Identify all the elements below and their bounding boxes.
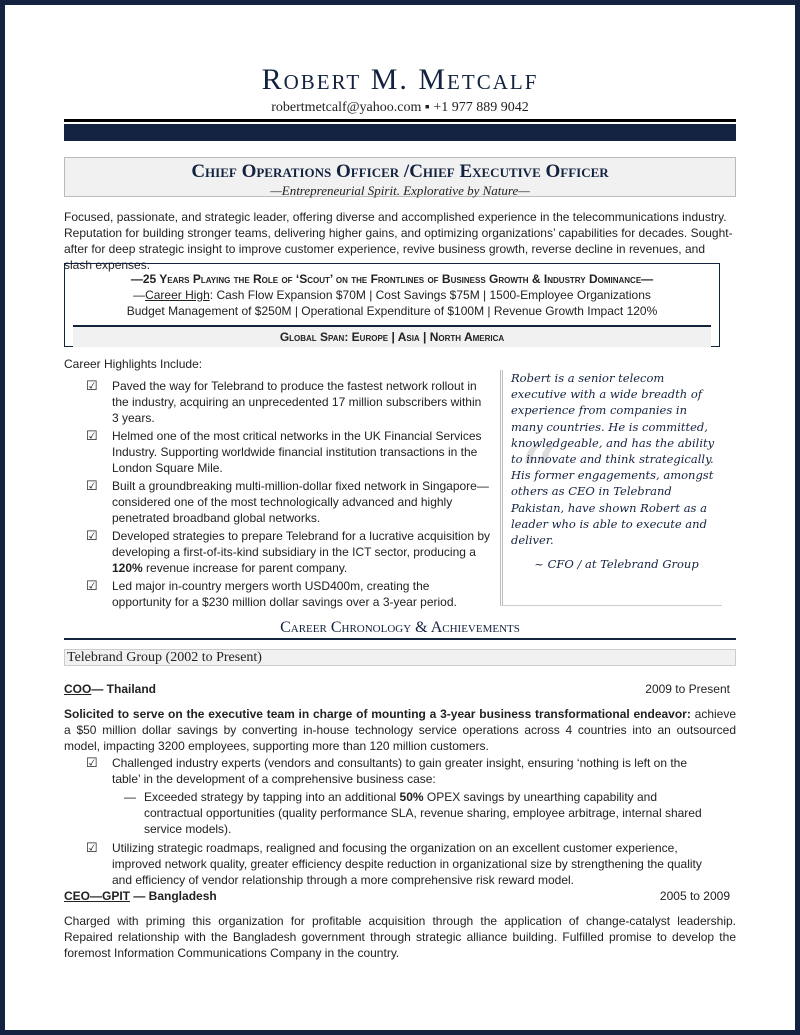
item-text: revenue increase for parent company. <box>142 561 348 575</box>
career-high-label: Career High <box>145 288 210 302</box>
checkbox-icon: ☑ <box>86 428 98 443</box>
item-text: Helmed one of the most critical networks in the UK Financial Services Industry. Supporting worldwide financial institution transactions in the London Square Mile. <box>112 429 482 475</box>
dash-icon: — <box>124 790 136 804</box>
role-dates: 2005 to 2009 <box>659 889 730 903</box>
role-location: — Bangladesh <box>130 889 217 903</box>
role-summary: Charged with priming this organization for profitable acquisition through the application of change-catalyst leadership. Repaired relationship with the Bangladesh government through strategic alliance building. Fulfilled promise to develop the foremost Information Communications Company in the country. <box>64 914 736 960</box>
keybox-line3: Budget Management of $250M | Operational Expenditure of $100M | Revenue Growth Impact 120% <box>126 304 658 318</box>
item-text: Utilizing strategic roadmaps, realigned and focusing the organization on an excellent customer experience, improved network quality, greater efficiency despite reduction in organizational size by strengthening the quality and efficiency of vendor relationship through a more comprehensive risk reward model. <box>112 841 702 887</box>
role-summary <box>64 706 736 754</box>
role-dates: 2009 to Present <box>645 682 730 696</box>
sub-bullet <box>86 789 716 837</box>
role-title-wrap <box>64 681 156 697</box>
list-item <box>86 378 490 426</box>
role-title: CEO—GPIT <box>64 889 131 903</box>
list-item <box>86 528 490 576</box>
job-title: Chief Operations Officer /Chief Executive Officer <box>191 161 609 182</box>
contact-line <box>0 100 800 116</box>
item-text: Exceeded strategy by tapping into an additional <box>144 790 400 804</box>
checkbox-icon: ☑ <box>86 478 98 493</box>
role-title: COO <box>64 682 92 696</box>
list-item <box>86 840 716 888</box>
item-text: OPEX savings by unearthing capability and contractual opportunities (quality performance SLA, revenue sharing, employee arbitrage, internal shared service models). <box>144 790 702 836</box>
quote-text: Robert is a senior telecom executive with a wide breadth of experience from companies in many countries. He is committed, knowledgeable, and has the ability to innovate and think strategically. His former engagements, amongst others as CEO in Telebrand Pakistan, have shown Robert as a leader who is able to execute and deliver. <box>511 371 715 548</box>
highlights-list <box>86 378 490 612</box>
item-bold: 120% <box>112 561 143 575</box>
item-bold: 50% <box>399 790 424 804</box>
checkbox-icon: ☑ <box>86 378 98 393</box>
title-box <box>64 157 736 197</box>
role-header <box>64 681 736 697</box>
list-item <box>86 478 490 526</box>
list-item <box>86 755 716 787</box>
quote-attribution: ~ CFO / at Telebrand Group <box>534 557 699 572</box>
header-bar <box>64 124 736 141</box>
item-text: Challenged industry experts (vendors and consultants) to gain greater insight, ensuring ‘nothing is left on the table’ in the development of a comprehensive business case: <box>112 756 688 786</box>
phone: +1 977 889 9042 <box>433 100 529 115</box>
role-header <box>64 888 736 904</box>
header-rule <box>64 119 736 122</box>
keybox-headline: —25 Years Playing the Role of ‘Scout’ on the Frontlines of Business Growth & Industry Dominance— <box>130 272 654 286</box>
item-text: Developed strategies to prepare Telebrand for a lucrative acquisition by developing a first-of-its-kind subsidiary in the ICT sector, producing a <box>112 529 490 559</box>
summary: Focused, passionate, and strategic leader, offering diverse and accomplished experience in the telecommunications industry. Reputation for building stronger teams, delivering higher gains, and optimizing organizations’ capabilities for decades. Sought-after for deep strategic insight to improve customer experience, revive business growth, reverse decline in revenues, and slash expenses. <box>64 210 733 272</box>
highlights-label: Career Highlights Include: <box>64 357 203 371</box>
item-text: Built a groundbreaking multi-million-dollar fixed network in Singapore—considered one of the most technologically advanced and highly penetrated broadband global networks. <box>112 479 489 525</box>
separator: ▪ <box>424 100 430 115</box>
section-heading: Career Chronology & Achievements <box>64 620 736 640</box>
checkbox-icon: ☑ <box>86 840 98 855</box>
global-span: Global Span: Europe | Asia | North America <box>73 325 711 347</box>
role-bullets <box>86 755 716 890</box>
item-text: Led major in-country mergers worth USD400m, creating the opportunity for a $230 million dollar savings over a 3-year period. <box>112 579 457 609</box>
dash: — <box>133 288 146 302</box>
role-lead-text: achieve a $50 million dollar savings by converting in-house technology service operations across 4 countries into an outsourced model, impacting 3200 employees, supporting more than 120 million customers. <box>64 707 736 753</box>
checkbox-icon: ☑ <box>86 578 98 593</box>
checkbox-icon: ☑ <box>86 755 98 770</box>
career-high-text: : Cash Flow Expansion $70M | Cost Savings $75M | 1500-Employee Organizations <box>209 288 651 302</box>
item-text: Paved the way for Telebrand to produce the fastest network rollout in the industry, acquiring an unprecedented 17 million subscribers within 3 years. <box>112 379 482 425</box>
tagline: —Entrepreneurial Spirit. Explorative by Nature— <box>270 183 530 198</box>
role-lead-bold: Solicited to serve on the executive team in charge of mounting a 3-year business transformational endeavor: <box>64 707 691 721</box>
checkbox-icon: ☑ <box>86 528 98 543</box>
role-location: — Thailand <box>91 682 157 696</box>
list-item <box>86 578 490 610</box>
candidate-name: Robert M. Metcalf <box>261 63 539 96</box>
company-bar: Telebrand Group (2002 to Present) <box>64 649 736 666</box>
career-high <box>65 287 719 303</box>
role-title-wrap <box>64 888 217 904</box>
list-item <box>86 428 490 476</box>
quote-mark-icon: “ <box>517 429 558 522</box>
email-link[interactable]: robertmetcalf@yahoo.com <box>271 100 422 115</box>
testimonial-quote <box>500 370 722 606</box>
key-achievements-box <box>64 263 720 347</box>
